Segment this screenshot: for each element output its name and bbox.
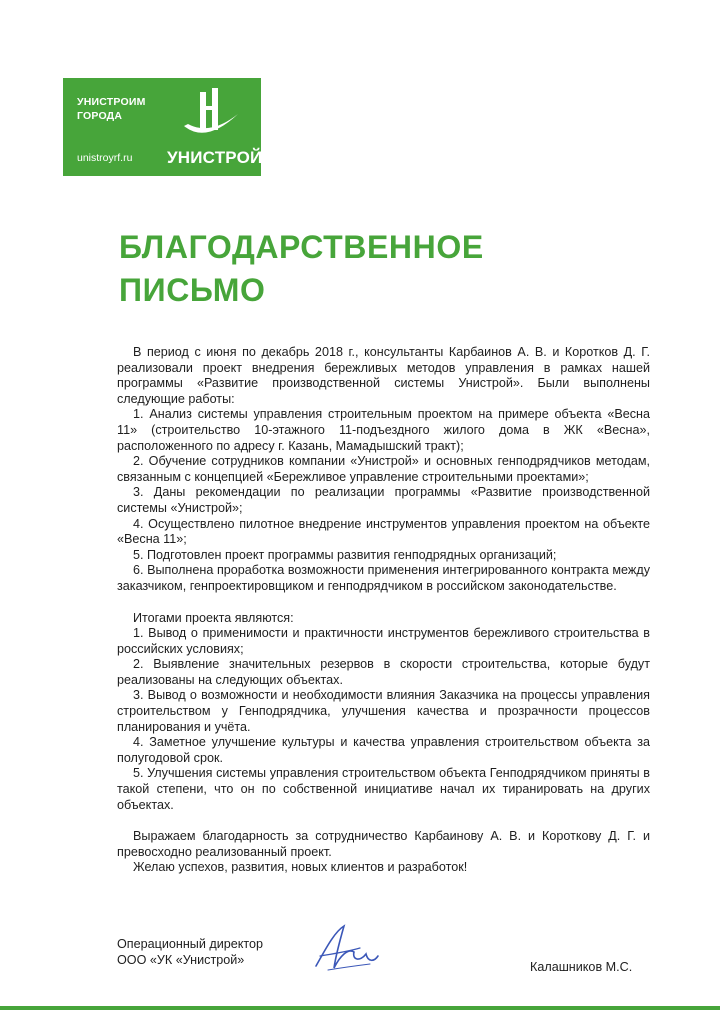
- paragraph: 2. Выявление значительных резервов в скорости строительства, которые будут реализованы на следующих объектах.: [117, 657, 650, 687]
- logo-brand-name: УНИСТРОЙ: [167, 148, 263, 167]
- paragraph: 3. Даны рекомендации по реализации программы «Развитие производственной системы «Унистрой»;: [117, 485, 650, 515]
- paragraph: 1. Анализ системы управления строительным проектом на примере объекта «Весна 11» (строительство 10-этажного 11-подъездного жилого дома в ЖК «Весна», расположенного по адресу г. Казань, Мамадышский тракт);: [117, 407, 650, 453]
- footer-bar: [0, 1006, 720, 1010]
- signatory-position: Операционный директор: [117, 937, 264, 951]
- handwritten-signature: [310, 922, 382, 974]
- paragraph: 5. Подготовлен проект программы развития генподрядных организаций;: [133, 547, 557, 562]
- signatory-company: ООО «УК «Унистрой»: [117, 953, 245, 967]
- building-emblem-icon: [180, 86, 240, 142]
- paragraph: Выражаем благодарность за сотрудничество Карбаинову А. В. и Короткову Д. Г. и превосходно реализованный проект.: [117, 829, 650, 859]
- logo-slogan: [77, 95, 146, 123]
- logo-slogan-line1: УНИСТРОИМ: [77, 96, 146, 108]
- document-title: [119, 226, 484, 312]
- logo-slogan-line2: ГОРОДА: [77, 110, 123, 122]
- paragraph: Желаю успехов, развития, новых клиентов и разработок!: [133, 860, 468, 875]
- signatory-name: Калашников М.С.: [530, 960, 633, 974]
- title-line2: ПИСЬМО: [119, 272, 266, 308]
- paragraph: 4. Заметное улучшение культуры и качества управления строительством объекта за полугодовой срок.: [117, 735, 650, 765]
- signatory-block: [117, 936, 263, 968]
- title-line1: БЛАГОДАРСТВЕННОЕ: [119, 229, 484, 265]
- paragraph: 5. Улучшения системы управления строительством объекта Генподрядчиком приняты в такой степени, что он по собственной инициативе начал их тиранировать на других объектах.: [117, 766, 650, 812]
- company-logo: [63, 78, 261, 176]
- paragraph: 1. Вывод о применимости и практичности инструментов бережливого строительства в российских условиях;: [117, 626, 650, 656]
- paragraph: В период с июня по декабрь 2018 г., консультанты Карбаинов А. В. и Коротков Д. Г. реализовали проект внедрения бережливых методов управления в рамках нашей программы «Развитие производственной системы Унистрой». Были выполнены следующие работы:: [117, 345, 650, 406]
- paragraph: 3. Вывод о возможности и необходимости влияния Заказчика на процессы управления строительством у Генподрядчика, улучшения качества и прозрачности процессов планирования и учёта.: [117, 688, 650, 734]
- paragraph: 2. Обучение сотрудников компании «Унистрой» и основных генподрядчиков методам, связанным с концепцией «Бережливое управление строительными проектами»;: [117, 454, 650, 484]
- paragraph: 4. Осуществлено пилотное внедрение инструментов управления проектом на объекте «Весна 11»;: [117, 516, 650, 547]
- logo-website: unistroyrf.ru: [77, 152, 133, 164]
- paragraph: Итогами проекта являются:: [133, 610, 294, 625]
- letter-body: [117, 345, 650, 876]
- paragraph: 6. Выполнена проработка возможности применения интегрированного контракта между заказчиком, генпроектировщиком и генподрядчиком в российском законодательстве.: [117, 563, 650, 593]
